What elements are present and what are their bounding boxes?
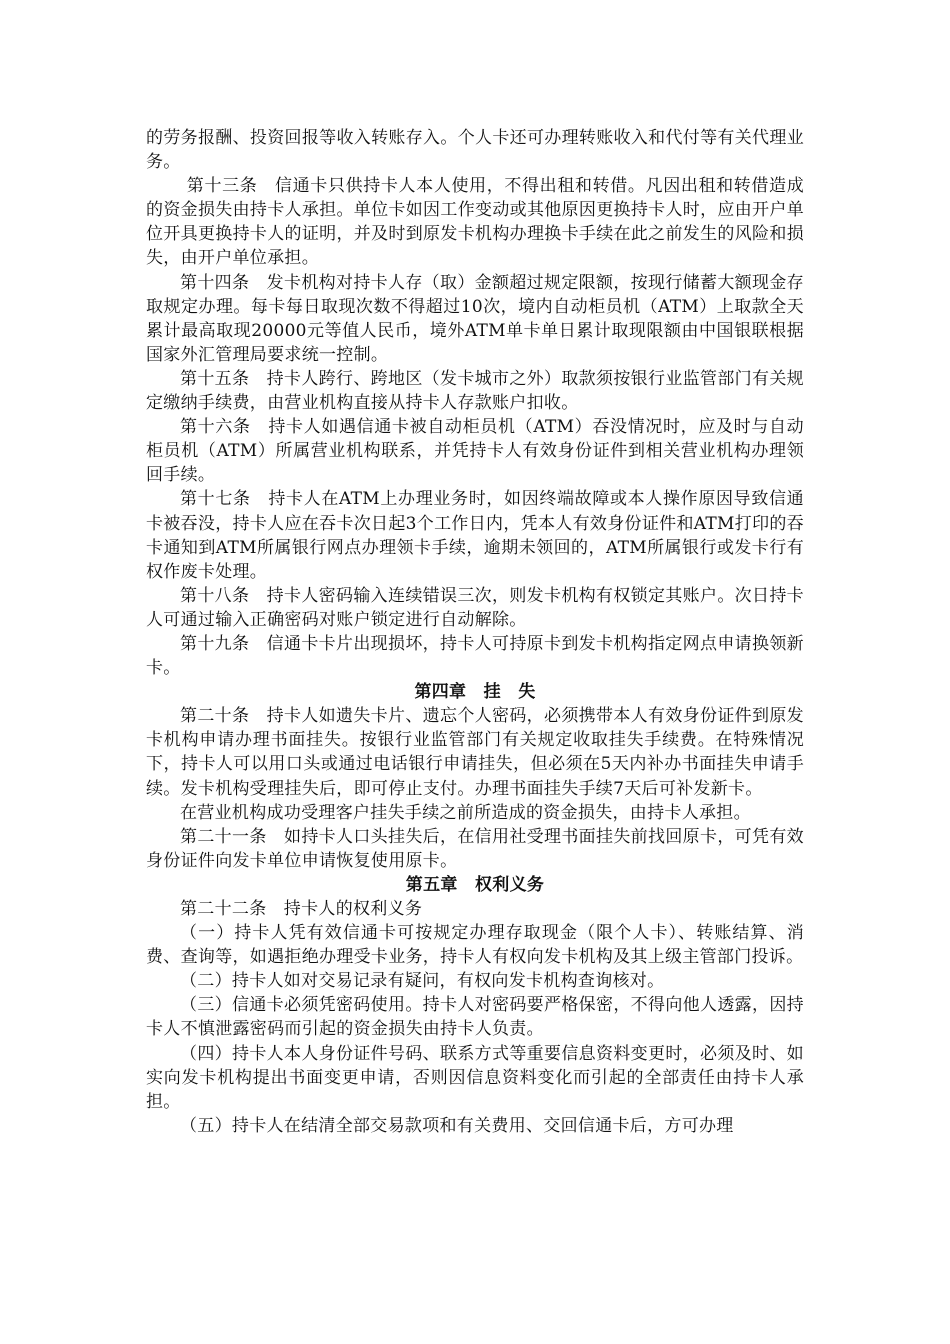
article-14: 第十四条 发卡机构对持卡人存（取）金额超过规定限额，按现行储蓄大额现金存取规定办理。每卡每日取现次数不得超过10次，境内自动柜员机（ATM）上取款全天累计最高取现20000元等值人民币，境外ATM单卡单日累计取现限额由中国银联根据国家外汇管理局要求统一控制。	[146, 272, 804, 365]
article-17: 第十七条 持卡人在ATM上办理业务时，如因终端故障或本人操作原因导致信通卡被吞没，持卡人应在吞卡次日起3个工作日内，凭本人有效身份证件和ATM打印的吞卡通知到ATM所属银行网点办理领卡手续，逾期未领回的，ATM所属银行或发卡行有权作废卡处理。	[146, 489, 804, 582]
article-18: 第十八条 持卡人密码输入连续错误三次，则发卡机构有权锁定其账户。次日持卡人可通过输入正确密码对账户锁定进行自动解除。	[146, 585, 804, 630]
article-22-item-4: （四）持卡人本人身份证件号码、联系方式等重要信息资料变更时，必须及时、如实向发卡机构提出书面变更申请，否则因信息资料变化而引起的全部责任由持卡人承担。	[146, 1043, 804, 1112]
article-22-item-1: （一）持卡人凭有效信通卡可按规定办理存取现金（限个人卡）、转账结算、消费、查询等，如遇拒绝办理受卡业务，持卡人有权向发卡机构及其上级主管部门投诉。	[146, 923, 804, 968]
article-22-item-5: （五）持卡人在结清全部交易款项和有关费用、交回信通卡后，方可办理	[180, 1115, 734, 1136]
article-22-item-2: （二）持卡人如对交易记录有疑问，有权向发卡机构查询核对。	[180, 971, 665, 992]
article-13: 第十三条 信通卡只供持卡人本人使用，不得出租和转借。凡因出租和转借造成的资金损失由持卡人承担。单位卡如因工作变动或其他原因更换持卡人时，应由开户单位开具更换持卡人的证明，并及时到原发卡机构办理换卡手续在此之前发生的风险和损失，由开户单位承担。	[146, 176, 804, 269]
article-20: 第二十条 持卡人如遗失卡片、遗忘个人密码，必须携带本人有效身份证件到原发卡机构申请办理书面挂失。按银行业监管部门有关规定收取挂失手续费。在特殊情况下，持卡人可以用口头或通过电话银行申请挂失，但必须在5天内补办书面挂失申请手续。发卡机构受理挂失后，即可停止支付。办理书面挂失手续7天后可补发新卡。	[146, 706, 804, 799]
chapter-5-heading: 第五章 权利义务	[405, 874, 545, 895]
article-19: 第十九条 信通卡卡片出现损坏，持卡人可持原卡到发卡机构指定网点申请换领新卡。	[146, 633, 804, 679]
article-15: 第十五条 持卡人跨行、跨地区（发卡城市之外）取款须按银行业监管部门有关规定缴纳手续费，由营业机构直接从持卡人存款账户扣收。	[146, 368, 804, 414]
article-16: 第十六条 持卡人如遇信通卡被自动柜员机（ATM）吞没情况时，应及时与自动柜员机（ATM）所属营业机构联系，并凭持卡人有效身份证件到相关营业机构办理领回手续。	[146, 417, 804, 486]
article-21: 第二十一条 如持卡人口头挂失后，在信用社受理书面挂失前找回原卡，可凭有效身份证件向发卡单位申请恢复使用原卡。	[146, 826, 804, 871]
chapter-4-heading: 第四章 挂 失	[414, 682, 536, 703]
document-page	[146, 126, 804, 1138]
article-22-item-3: （三）信通卡必须凭密码使用。持卡人对密码要严格保密，不得向他人透露，因持卡人不慎泄露密码而引起的资金损失由持卡人负责。	[146, 995, 804, 1040]
article-20-supplement: 在营业机构成功受理客户挂失手续之前所造成的资金损失，由持卡人承担。	[180, 802, 751, 823]
paragraph-continuation: 的劳务报酬、投资回报等收入转账存入。个人卡还可办理转账收入和代付等有关代理业务。	[146, 128, 804, 173]
article-22: 第二十二条 持卡人的权利义务	[180, 899, 423, 919]
